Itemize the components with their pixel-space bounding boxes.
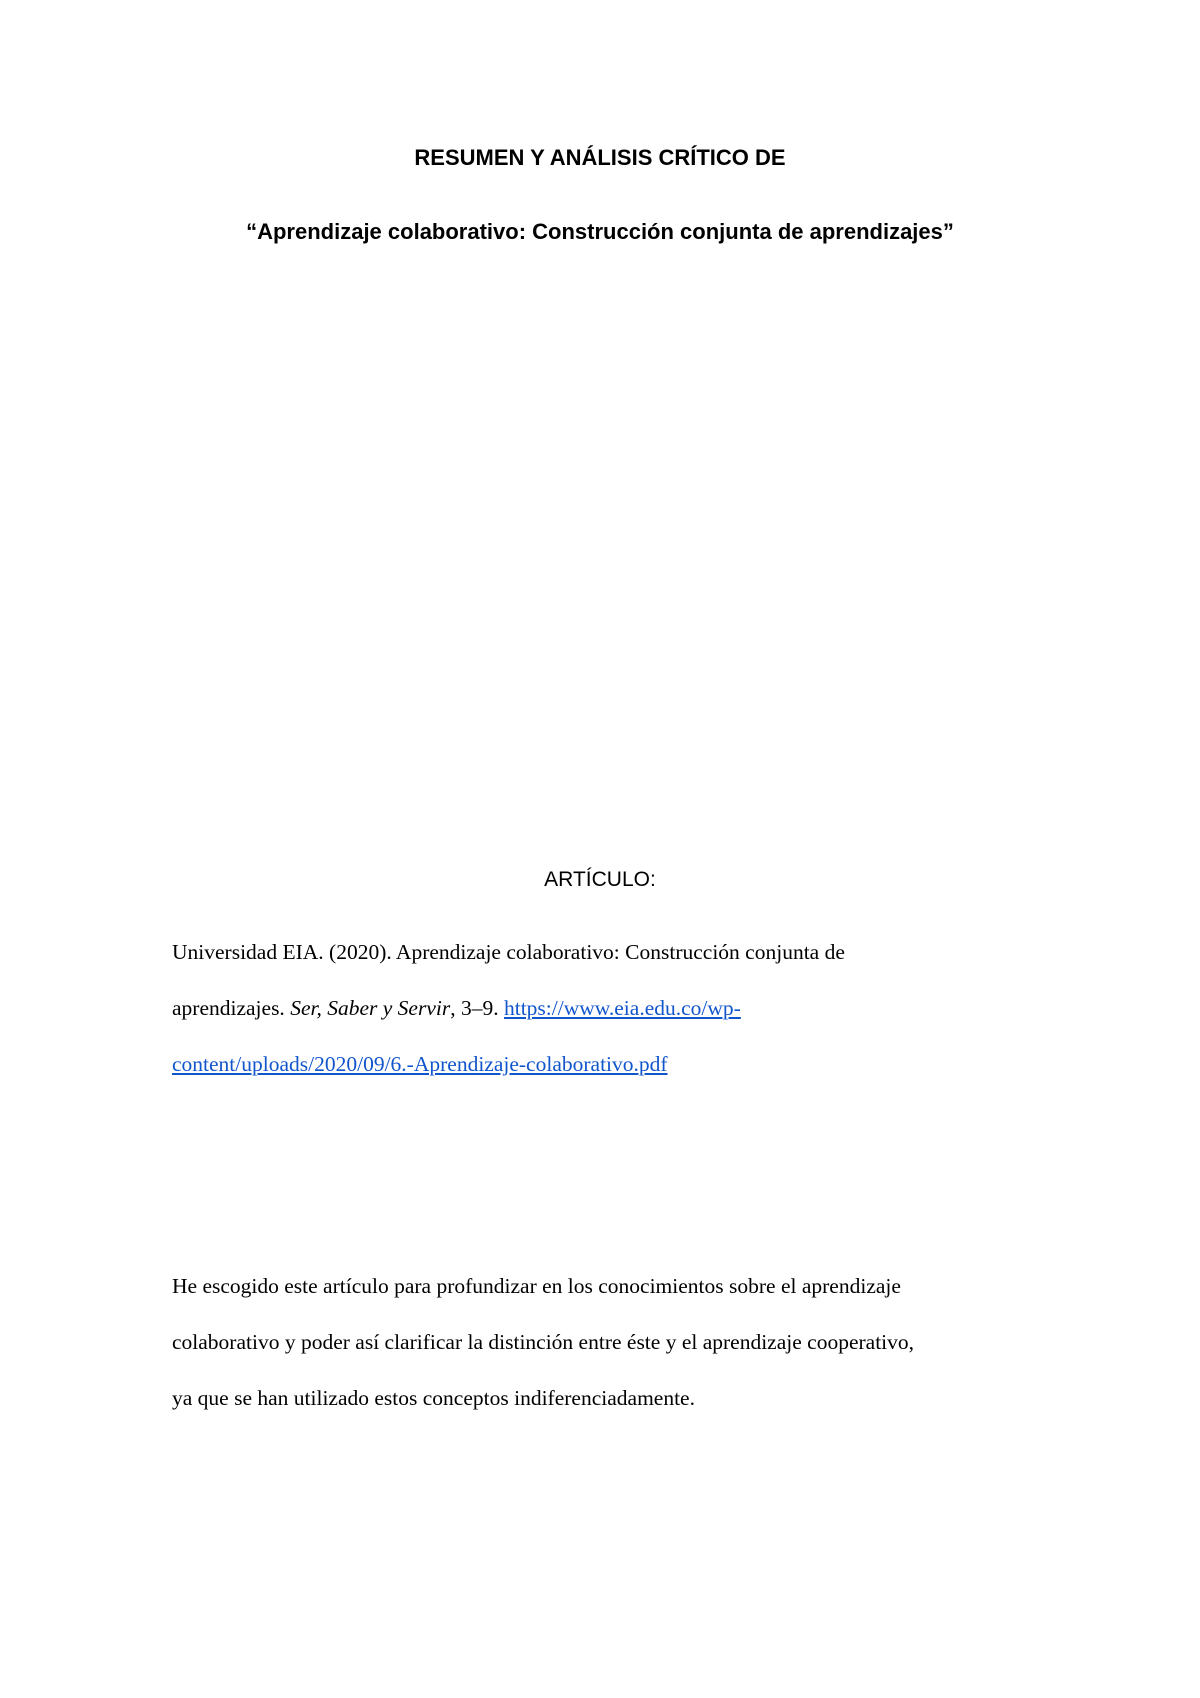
reference-line-2 [172, 980, 1052, 1036]
document-subtitle: “Aprendizaje colaborativo: Construcción conjunta de aprendizajes” [246, 219, 954, 244]
journal-name: Ser, Saber y Servir [290, 996, 451, 1020]
reference-url-link[interactable]: https://www.eia.edu.co/wp- [503, 996, 741, 1020]
commentary-line-1: He escogido este artículo para profundizar en los conocimientos sobre el aprendizaje [172, 1274, 901, 1298]
commentary-paragraph [172, 1258, 1052, 1426]
reference-citation [172, 924, 1052, 1092]
document-title: RESUMEN Y ANÁLISIS CRÍTICO DE [414, 145, 786, 170]
reference-pages: , 3–9. [450, 996, 504, 1020]
commentary-line-3: ya que se han utilizado estos conceptos indiferenciadamente. [172, 1386, 695, 1410]
reference-line-3 [172, 1036, 1052, 1092]
commentary-line-2: colaborativo y poder así clarificar la distinción entre éste y el aprendizaje cooperativo, [172, 1330, 915, 1354]
reference-url-link-continued[interactable]: content/uploads/2020/09/6.-Aprendizaje-colaborativo.pdf [172, 1052, 668, 1076]
reference-text: aprendizajes. [172, 996, 291, 1020]
reference-line-1: Universidad EIA. (2020). Aprendizaje colaborativo: Construcción conjunta de [172, 940, 845, 964]
article-section-label: ARTÍCULO: [544, 868, 656, 891]
